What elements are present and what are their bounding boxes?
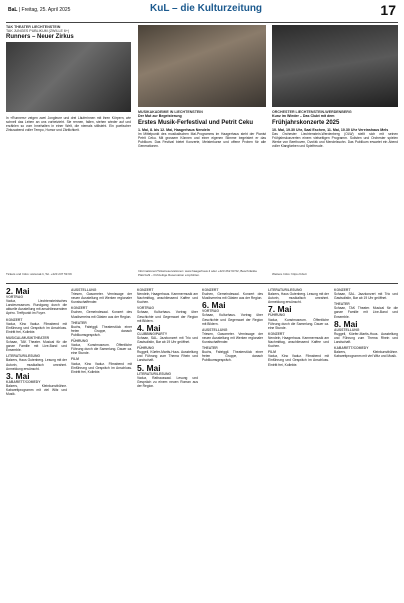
listing-entry: Eschen, Gemeindesaal. Konzert des Musikvereins mit Gästen aus der Region. xyxy=(71,310,132,319)
category-label: AUSSTELLUNG xyxy=(71,288,97,292)
header-rule xyxy=(6,22,398,23)
listing-entry: Nendeln, Haagerhaus. Kammermusik am Nachmittag, anschliessend Kaffee und Kuchen. xyxy=(268,335,329,349)
orchestra-photo xyxy=(272,25,398,107)
listing-entry: Vaduz, Liechtensteinisches Landesmuseum. Rundgang durch die aktuelle Ausstellung mit anschliessendem Apéro. Treffpunkt im Foyer. xyxy=(6,299,67,316)
issue-line xyxy=(8,7,70,13)
listing-entry: Schaan, TAK Theater. Musical für die ganze Familie mit Live-Band und Ensemble. xyxy=(334,306,398,319)
listing-entry: Vaduz, Kino Vaduz. Filmabend mit Einführung und Gespräch im Anschluss. Eintritt frei, Kollekte. xyxy=(6,321,67,334)
article-title: Erstes Musik-Ferfestival und Petrit Ceku xyxy=(138,119,254,126)
listing-entry: Schaan, Kulturhaus. Vortrag über Geschichte und Gegenwart der Region mit Bildern. xyxy=(137,310,198,323)
listing-entry: Vaduz, Kunstmuseum. Öffentliche Führung durch die Sammlung. Dauer ca. eine Stunde. xyxy=(268,317,329,330)
page-header xyxy=(0,0,404,22)
article-runners-body: In «Runners» zeigen zwei Jongleure und drei Läuferinnen mit ihren Körpern, wie schnell das Leben an uns vorbeizieht. Sie rennen, fallen, stehen wieder auf und erzählen so vom Innehalten in einer Welt, die niemals stillsteht. Ein poetischer Zirkusabend voller Tempo, Humor und Zärtlichkeit. xyxy=(6,116,131,133)
listing-entry: Vaduz, Kunstmuseum. Öffentliche Führung durch die Sammlung. Dauer ca. eine Stunde. xyxy=(71,343,132,356)
category-label: LITERATUR/LESUNG xyxy=(268,288,303,292)
listing-entry: Schaan, SAL. Jazzkonzert mit Trio und Gastsolistin, Bar ab 19 Uhr geöffnet. xyxy=(137,335,198,345)
date-heading: 3. Mai xyxy=(6,370,30,381)
listing-entry: Buchs, Fabriggli. Theaterstück einer freien Gruppe, danach Publikumsgespräch. xyxy=(202,350,263,363)
listing-entry: Schaan, Kulturhaus. Vortrag über Geschichte und Gegenwart der Region mit Bildern. xyxy=(202,313,263,326)
date-heading: 7. Mai xyxy=(268,304,292,315)
listing-column-3 xyxy=(137,286,198,388)
category-label: KONZERT xyxy=(137,288,154,292)
date-heading: 8. Mai xyxy=(334,318,358,329)
date-heading: 5. Mai xyxy=(137,362,161,373)
listing-entry: Vaduz, Kino Vaduz. Filmabend mit Einführung und Gespräch im Anschluss. Eintritt frei, Kollekte. xyxy=(268,354,329,367)
category-label: AUSSTELLUNG xyxy=(334,327,360,332)
listing-entry: Balzers, Haus Gutenberg. Lesung mit der Autorin, musikalisch umrahmt. Anmeldung erwünscht. xyxy=(268,292,329,305)
listing-entry: Nendeln, Haagerhaus. Kammermusik am Nachmittag, anschliessend Kaffee und Kuchen. xyxy=(137,292,198,305)
section-rule xyxy=(6,283,398,284)
article-kicker: MUSIKAKADEMIE IN LIECHTENSTEIN xyxy=(138,110,203,114)
footer-music: Informationen/Ticketreservationen: www.haagerhaus.li oder +423 262 63 52, Beschränkte Platzzahl – frühzeitige Reservation empfohlen. xyxy=(138,269,258,277)
listing-entry: Triesen, Gasometer. Vernissage der neuen Ausstellung mit Werken regionaler Kunstschaffender. xyxy=(202,331,263,345)
category-label: KONZERT xyxy=(202,288,219,292)
category-label: FILM xyxy=(268,350,276,355)
category-label: LITERATUR/LESUNG xyxy=(137,371,172,376)
article-date: 1. Mai, 8. bis 12. Mai, Haagerhaus Nendeln xyxy=(138,127,210,132)
runners-photo xyxy=(6,42,131,112)
category-label: KONZERT xyxy=(334,288,351,292)
listing-entry: Vaduz, Kino Vaduz. Filmabend mit Einführung und Gespräch im Anschluss. Eintritt frei, Kollekte. xyxy=(71,361,132,374)
footer-runners: Tickets und Infos: www.tak.li, Tel. +423 237 59 69 xyxy=(6,272,72,276)
listing-entry: Ruggell, Küefer-Martis-Huus. Ausstellung und Führung zum Thema Rhein und Landschaft. xyxy=(137,350,198,363)
article-title: Frühjahrskonzerte 2025 xyxy=(272,119,340,126)
article-music xyxy=(138,110,266,148)
category-label: FÜHRUNG xyxy=(71,339,88,344)
date-heading: 4. Mai xyxy=(137,322,161,333)
listing-entry: Schaan, TAK Theater. Musical für die ganze Familie mit Live-Band und Ensemble. xyxy=(6,340,67,353)
date-heading: 6. Mai xyxy=(202,300,226,311)
newspaper-brand: BaL xyxy=(8,7,18,13)
category-label: KONZERT xyxy=(268,331,285,336)
article-subkicker: Kunz im Wieder – Das Clubt mit dem xyxy=(272,114,335,119)
category-label: KABARETT/COMEDY xyxy=(334,346,369,351)
category-label: FÜHRUNG xyxy=(137,346,154,351)
listing-column-5 xyxy=(268,286,329,367)
date-heading: 2. Mai xyxy=(6,286,30,296)
category-label: KONZERT xyxy=(71,306,88,311)
page-number: 17 xyxy=(380,2,396,18)
listing-entry: Balzers, Kleinkunstbühne. Kabarettprogramm mit viel Witz und Musik. xyxy=(334,350,398,359)
article-orchestra xyxy=(272,110,398,148)
music-photo xyxy=(138,25,266,107)
listing-entry: Triesen, Gasometer. Vernissage der neuen Ausstellung mit Werken regionaler Kunstschaffender. xyxy=(71,292,132,305)
listing-column-6 xyxy=(334,286,398,358)
article-subkicker: TAK JUNGES PUBLIKUM (ZWILLE 6+) xyxy=(6,29,70,34)
listing-entry: Balzers, Kleinkunstbühne. Kabarettprogramm mit viel Witz und Musik. xyxy=(6,383,67,397)
section-title: KuL – die Kulturzeitung xyxy=(150,3,263,14)
listing-entry: Buchs, Fabriggli. Theaterstück einer freien Gruppe, danach Publikumsgespräch. xyxy=(71,324,132,337)
category-label: FILM xyxy=(71,357,79,362)
issue-date: | Freitag, 25. April 2025 xyxy=(17,7,71,13)
category-label: KONZERT xyxy=(6,317,23,322)
article-body: Das Orchester Liechtenstein-Werdenberg (OLW) stellt sich mit seinen Frühjahrskonzerten einem vielseitigen Programm. Solisten und Orchester spielen Werke von Beethoven, Dvořák und Mendelssohn. Das Publikum erwartet ein Abend voller Klangfarben und Spielfreude. xyxy=(272,131,398,149)
listing-entry: Ruggell, Küefer-Martis-Huus. Ausstellung und Führung zum Thema Rhein und Landschaft. xyxy=(334,331,398,345)
article-subkicker: Der Mut zur Begeisterung xyxy=(138,114,182,119)
category-label: AUSSTELLUNG xyxy=(202,327,228,332)
category-label: VORTRAG xyxy=(137,306,154,311)
listing-column-2 xyxy=(71,286,132,374)
article-title: Runners – Neuer Zirkus xyxy=(6,34,74,41)
category-label: FÜHRUNG xyxy=(268,313,285,318)
category-label: CLUBBING/PARTY xyxy=(137,331,168,336)
category-label: THEATER xyxy=(71,320,87,325)
category-label: KABARETT/COMEDY xyxy=(6,379,41,384)
listing-entry: Balzers, Haus Gutenberg. Lesung mit der Autorin, musikalisch umrahmt. Anmeldung erwünscht. xyxy=(6,358,67,371)
category-label: VORTRAG xyxy=(6,295,23,300)
article-kicker: TAK THEATER LIECHTENSTEIN xyxy=(6,25,61,29)
article-body: Im Mittelpunkt des musikalischen Mai-Programms im Haagerhaus steht der Pianist Petrit Ceku. Mit grossem Können und einer eigenen Stimme begeistert er das Publikum. Das Festival bietet Konzerte, Meisterkurse und offene Proben für alle Generationen. xyxy=(138,131,266,149)
category-label: VORTRAG xyxy=(202,309,219,314)
category-label: THEATER xyxy=(334,302,350,307)
article-kicker: ORCHESTER LIECHTENSTEIN-WERDENBERG xyxy=(272,110,352,114)
category-label: THEATER xyxy=(202,346,218,351)
listing-entry: Schaan, SAL. Jazzkonzert mit Trio und Gastsolistin, Bar ab 19 Uhr geöffnet. xyxy=(334,292,398,301)
footer-orchestra: Weitere Infos: https://olw.li xyxy=(272,272,307,276)
category-label: LITERATUR/LESUNG xyxy=(6,354,41,359)
listing-entry: Eschen, Gemeindesaal. Konzert des Musikvereins mit Gästen aus der Region. xyxy=(202,292,263,301)
listing-column-4 xyxy=(202,286,263,363)
listing-column-1 xyxy=(6,286,67,396)
listing-entry: Vaduz, Rathaussaal. Lesung und Gespräch zu einem neuen Roman aus der Region. xyxy=(137,375,198,388)
article-date: 10. Mai, 19.30 Uhr, Saal Eschen, 11. Mai, 10.30 Uhr Vereinshaus Mels xyxy=(272,127,389,132)
category-label: MUSICAL/MUSIKTHEATER xyxy=(6,335,50,340)
